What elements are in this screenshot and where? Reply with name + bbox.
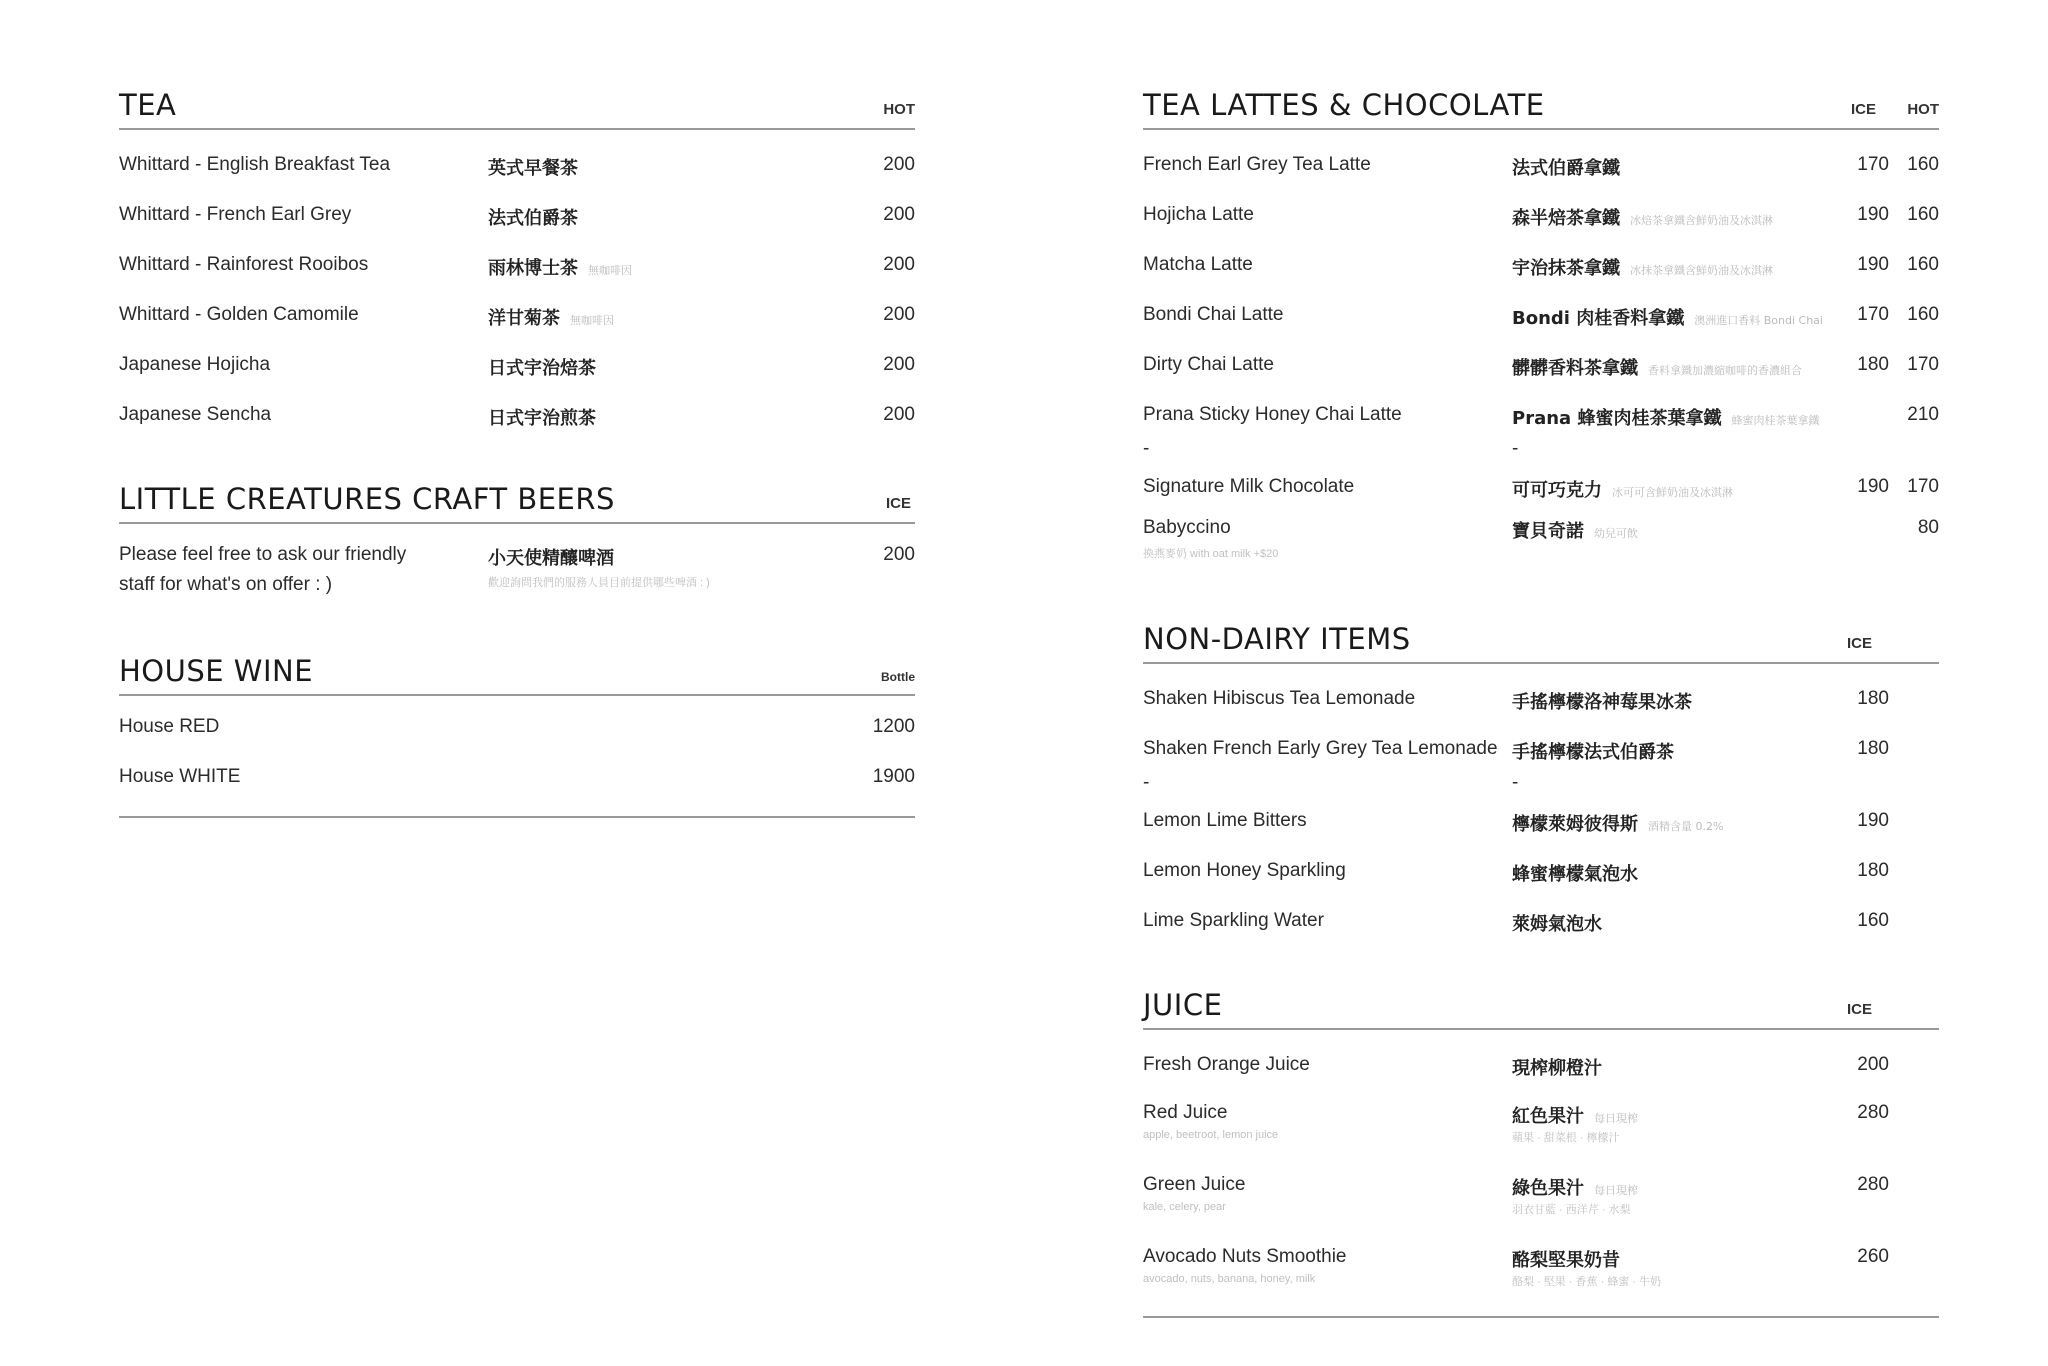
item-note: 每日現榨 <box>1594 1112 1638 1125</box>
juice-bottom-rule <box>1143 1316 1939 1318</box>
item-name: Lemon Honey Sparkling <box>1143 860 1346 881</box>
item-price: 200 <box>883 304 915 325</box>
item-price-ice: 190 <box>1857 810 1889 831</box>
beers-header <box>119 474 915 524</box>
item-sub-zh: 酪梨 · 堅果 · 香蕉 · 蜂蜜 · 牛奶 <box>1512 1276 1662 1288</box>
item-price: 200 <box>883 354 915 375</box>
item-name-zh: 酪梨堅果奶昔 <box>1512 1250 1620 1271</box>
item-price-ice: 160 <box>1857 910 1889 931</box>
item-price-ice: 170 <box>1857 304 1889 325</box>
item-name: Bondi Chai Latte <box>1143 304 1284 325</box>
beers-title: LITTLE CREATURES CRAFT BEERS <box>119 482 615 516</box>
nondairy-ice-label: ICE <box>1846 635 1872 652</box>
item-note: 冰焙茶拿鐵含鮮奶油及冰淇淋 <box>1630 214 1773 227</box>
nondairy-title: NON-DAIRY ITEMS <box>1143 622 1411 656</box>
item-name: Japanese Sencha <box>119 404 272 425</box>
item-price-hot: 160 <box>1907 254 1939 275</box>
item-name: Matcha Latte <box>1143 254 1253 275</box>
item-price-ice: 260 <box>1857 1246 1889 1267</box>
item-price: 200 <box>883 204 915 225</box>
item-name: Red Juice <box>1143 1102 1228 1123</box>
item-note: 蜂蜜肉桂茶葉拿鐵 <box>1731 414 1820 427</box>
item-name-zh: 檸檬萊姆彼得斯 酒精含量 0.2% <box>1512 814 1724 835</box>
item-name-zh: 洋甘菊茶 無咖啡因 <box>488 308 614 329</box>
item-price: 1200 <box>872 716 915 737</box>
item-name: Lemon Lime Bitters <box>1143 810 1307 831</box>
tea-title: TEA <box>119 88 177 122</box>
item-price-hot: 170 <box>1907 354 1939 375</box>
item-note: 每日現榨 <box>1594 1184 1638 1197</box>
nondairy-header <box>1143 614 1939 664</box>
item-sub-zh: 羽衣甘藍 · 西洋芹 · 水梨 <box>1512 1204 1631 1216</box>
item-name-zh: 可可巧克力 冰可可含鮮奶油及冰淇淋 <box>1512 480 1733 501</box>
juice-title: JUICE <box>1143 988 1223 1022</box>
item-price-ice: 190 <box>1857 476 1889 497</box>
item-price-ice: 180 <box>1857 688 1889 709</box>
item-name: French Earl Grey Tea Latte <box>1143 154 1371 175</box>
item-note: 冰抹茶拿鐵含鮮奶油及冰淇淋 <box>1630 264 1773 277</box>
item-name-zh: Bondi 肉桂香料拿鐵 澳洲進口香料 Bondi Chai <box>1512 308 1823 329</box>
item-name: Signature Milk Chocolate <box>1143 476 1355 497</box>
item-name: Lime Sparkling Water <box>1143 910 1324 931</box>
wine-header <box>119 646 915 696</box>
item-price-hot: 210 <box>1907 404 1939 425</box>
item-note: 酒精含量 0.2% <box>1648 820 1724 833</box>
item-sub-zh: 歡迎詢問我們的服務人員目前提供哪些啤酒 : ) <box>488 577 710 589</box>
item-price: 200 <box>883 544 915 565</box>
item-name: Hojicha Latte <box>1143 204 1254 225</box>
dash-zh: - <box>1512 438 1519 459</box>
item-price-ice: 180 <box>1857 860 1889 881</box>
item-name: Japanese Hojicha <box>119 354 271 375</box>
item-price-hot: 80 <box>1917 517 1939 538</box>
item-price-ice: 170 <box>1857 154 1889 175</box>
item-name: Fresh Orange Juice <box>1143 1054 1310 1075</box>
item-name: Prana Sticky Honey Chai Latte <box>1143 404 1402 425</box>
item-price-ice: 280 <box>1857 1102 1889 1123</box>
lattes-section <box>1143 80 1939 560</box>
item-name-zh: 寶貝奇諾 幼兒可飲 <box>1512 521 1638 542</box>
item-price: 1900 <box>872 766 915 787</box>
item-name: House RED <box>119 716 220 737</box>
item-price-hot: 160 <box>1907 304 1939 325</box>
lattes-ice-label: ICE <box>1850 101 1876 118</box>
item-price-ice: 190 <box>1857 204 1889 225</box>
wine-bottom-rule <box>119 816 915 818</box>
item-note: 無咖啡因 <box>588 264 632 277</box>
juice-section <box>1143 980 1939 1288</box>
item-sub-zh: 蘋果 · 甜菜根 · 檸檬汁 <box>1512 1132 1620 1144</box>
item-price-ice: 200 <box>1857 1054 1889 1075</box>
item-name: House WHITE <box>119 766 241 787</box>
nondairy-section <box>1143 614 1939 935</box>
item-name: Whittard - Golden Camomile <box>119 304 359 325</box>
dash-en: - <box>1143 438 1150 459</box>
juice-header <box>1143 980 1939 1030</box>
item-price-hot: 160 <box>1907 154 1939 175</box>
item-name-zh: 森半焙茶拿鐵 冰焙茶拿鐵含鮮奶油及冰淇淋 <box>1512 208 1773 229</box>
item-name-zh: 日式宇治焙茶 <box>488 358 596 379</box>
item-price-hot: 160 <box>1907 204 1939 225</box>
item-name: Shaken French Early Grey Tea Lemonade <box>1143 738 1498 759</box>
beers-section <box>119 474 915 595</box>
item-name-line2: staff for what's on offer : ) <box>119 574 333 595</box>
item-name: Whittard - English Breakfast Tea <box>119 154 391 175</box>
wine-section <box>119 646 915 787</box>
wine-bottle-label: Bottle <box>881 670 915 684</box>
item-name: Dirty Chai Latte <box>1143 354 1274 375</box>
item-note: 幼兒可飲 <box>1594 527 1638 540</box>
item-price: 200 <box>883 154 915 175</box>
item-name-zh: 綠色果汁 每日現榨 <box>1512 1178 1638 1199</box>
item-name-zh: 手搖檸檬洛神莓果冰茶 <box>1512 692 1692 713</box>
item-name-zh: 髒髒香料茶拿鐵 香料拿鐵加濃縮咖啡的香濃組合 <box>1512 358 1802 379</box>
tea-section <box>119 80 915 429</box>
dash-zh: - <box>1512 772 1519 793</box>
item-name-zh: 紅色果汁 每日現榨 <box>1512 1106 1638 1127</box>
item-sub-en: apple, beetroot, lemon juice <box>1143 1129 1279 1141</box>
item-name: Avocado Nuts Smoothie <box>1143 1246 1347 1267</box>
item-price-hot: 170 <box>1907 476 1939 497</box>
item-name-zh: 雨林博士茶 無咖啡因 <box>488 258 632 279</box>
tea-header <box>119 80 915 130</box>
item-name: Babyccino <box>1143 517 1231 538</box>
item-price-ice: 280 <box>1857 1174 1889 1195</box>
item-note: 無咖啡因 <box>570 314 614 327</box>
item-price: 200 <box>883 254 915 275</box>
item-price: 200 <box>883 404 915 425</box>
item-name-zh: 宇治抹茶拿鐵 冰抹茶拿鐵含鮮奶油及冰淇淋 <box>1512 258 1773 279</box>
item-name-zh: 法式伯爵茶 <box>488 208 578 229</box>
item-name-zh: 萊姆氣泡水 <box>1512 914 1602 935</box>
lattes-title: TEA LATTES & CHOCOLATE <box>1143 88 1545 122</box>
item-name-zh: 小天使精釀啤酒 <box>488 548 614 569</box>
item-name-zh: 手搖檸檬法式伯爵茶 <box>1512 742 1674 763</box>
item-name-zh: 現榨柳橙汁 <box>1512 1058 1602 1079</box>
item-price-ice: 190 <box>1857 254 1889 275</box>
item-name-zh: 日式宇治煎茶 <box>488 408 596 429</box>
item-name: Whittard - Rainforest Rooibos <box>119 254 369 275</box>
item-sub-en: avocado, nuts, banana, honey, milk <box>1143 1273 1316 1285</box>
item-note: 澳洲進口香料 Bondi Chai <box>1694 314 1823 327</box>
item-sub-en: kale, celery, pear <box>1143 1201 1226 1213</box>
tea-hot-label: HOT <box>883 101 915 118</box>
wine-title: HOUSE WINE <box>119 654 314 688</box>
lattes-hot-label: HOT <box>1907 101 1939 118</box>
item-sub: 換燕麥奶 with oat milk +$20 <box>1143 548 1279 560</box>
item-name: Please feel free to ask our friendly <box>119 544 407 565</box>
item-name-zh: 英式早餐茶 <box>488 158 578 179</box>
juice-ice-label: ICE <box>1846 1001 1872 1018</box>
item-name: Shaken Hibiscus Tea Lemonade <box>1143 688 1416 709</box>
item-name: Whittard - French Earl Grey <box>119 204 352 225</box>
item-name-zh: 蜂蜜檸檬氣泡水 <box>1512 864 1638 885</box>
item-name-zh: Prana 蜂蜜肉桂茶葉拿鐵 蜂蜜肉桂茶葉拿鐵 <box>1512 408 1820 429</box>
beers-ice-label: ICE <box>885 495 911 512</box>
lattes-header <box>1143 80 1939 130</box>
dash-en: - <box>1143 772 1150 793</box>
item-price-ice: 180 <box>1857 354 1889 375</box>
item-note: 冰可可含鮮奶油及冰淇淋 <box>1612 486 1733 499</box>
item-name: Green Juice <box>1143 1174 1246 1195</box>
item-price-ice: 180 <box>1857 738 1889 759</box>
item-note: 香料拿鐵加濃縮咖啡的香濃組合 <box>1648 364 1802 377</box>
item-name-zh: 法式伯爵拿鐵 <box>1512 158 1620 179</box>
